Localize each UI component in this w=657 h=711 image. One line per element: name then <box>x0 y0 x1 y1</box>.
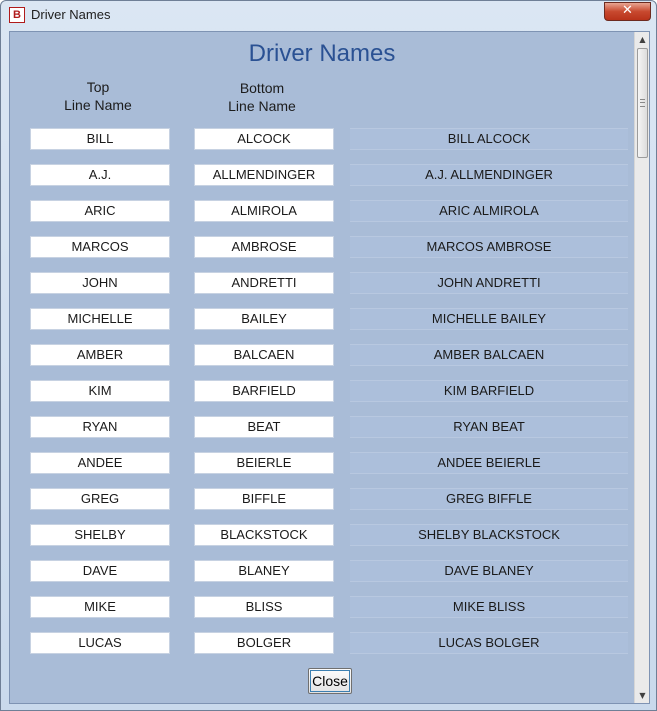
driver-row <box>10 380 634 402</box>
top-line-name-field[interactable]: ANDEE <box>30 452 170 474</box>
top-line-name-field[interactable]: BILL <box>30 128 170 150</box>
full-name-field: MICHELLE BAILEY <box>350 308 628 330</box>
driver-row <box>10 344 634 366</box>
full-name-field: ANDEE BEIERLE <box>350 452 628 474</box>
top-line-name-field[interactable]: RYAN <box>30 416 170 438</box>
bottom-line-name-field[interactable]: ANDRETTI <box>194 272 334 294</box>
header-top-line-2: Line Name <box>64 97 132 113</box>
driver-row <box>10 236 634 258</box>
driver-row <box>10 200 634 222</box>
bottom-line-name-field[interactable]: ALMIROLA <box>194 200 334 222</box>
bottom-line-name-field[interactable]: ALCOCK <box>194 128 334 150</box>
driver-row <box>10 632 634 654</box>
bottom-line-name-field[interactable]: BOLGER <box>194 632 334 654</box>
top-line-name-field[interactable]: MIKE <box>30 596 170 618</box>
top-line-name-field[interactable]: AMBER <box>30 344 170 366</box>
full-name-field: MARCOS AMBROSE <box>350 236 628 258</box>
full-name-field: DAVE BLANEY <box>350 560 628 582</box>
top-line-name-field[interactable]: GREG <box>30 488 170 510</box>
header-bottom-line-2: Line Name <box>228 98 296 114</box>
bottom-line-name-field[interactable]: BIFFLE <box>194 488 334 510</box>
header-top-line-1: Top <box>86 79 110 95</box>
full-name-field: GREG BIFFLE <box>350 488 628 510</box>
full-name-field: LUCAS BOLGER <box>350 632 628 654</box>
vertical-scrollbar[interactable] <box>634 32 649 703</box>
bottom-line-name-field[interactable]: BLACKSTOCK <box>194 524 334 546</box>
full-name-field: AMBER BALCAEN <box>350 344 628 366</box>
full-name-field: SHELBY BLACKSTOCK <box>350 524 628 546</box>
full-name-field: MIKE BLISS <box>350 596 628 618</box>
driver-row <box>10 416 634 438</box>
bottom-line-name-field[interactable]: BEAT <box>194 416 334 438</box>
header-bottom-line-name <box>214 79 310 115</box>
top-line-name-field[interactable]: JOHN <box>30 272 170 294</box>
bottom-line-name-field[interactable]: BLISS <box>194 596 334 618</box>
full-name-field: A.J. ALLMENDINGER <box>350 164 628 186</box>
bottom-line-name-field[interactable]: BARFIELD <box>194 380 334 402</box>
top-line-name-field[interactable]: DAVE <box>30 560 170 582</box>
bottom-line-name-field[interactable]: BALCAEN <box>194 344 334 366</box>
window-title: Driver Names <box>31 7 111 22</box>
scroll-down-arrow-icon[interactable]: ▼ <box>639 691 646 700</box>
driver-row <box>10 488 634 510</box>
header-bottom-line-1: Bottom <box>239 80 285 96</box>
bottom-line-name-field[interactable]: AMBROSE <box>194 236 334 258</box>
title-bar[interactable] <box>1 1 656 29</box>
driver-row <box>10 524 634 546</box>
top-line-name-field[interactable]: ARIC <box>30 200 170 222</box>
bottom-line-name-field[interactable]: BEIERLE <box>194 452 334 474</box>
header-top-line-name <box>50 78 146 114</box>
driver-row <box>10 560 634 582</box>
scroll-grip-icon <box>640 99 645 107</box>
bottom-line-name-field[interactable]: BAILEY <box>194 308 334 330</box>
full-name-field: ARIC ALMIROLA <box>350 200 628 222</box>
driver-row <box>10 272 634 294</box>
top-line-name-field[interactable]: MARCOS <box>30 236 170 258</box>
app-logo-icon[interactable]: B <box>9 7 25 23</box>
form-client-area <box>9 31 650 704</box>
bottom-line-name-field[interactable]: ALLMENDINGER <box>194 164 334 186</box>
top-line-name-field[interactable]: MICHELLE <box>30 308 170 330</box>
scroll-up-arrow-icon[interactable]: ▲ <box>639 35 646 44</box>
driver-row <box>10 164 634 186</box>
full-name-field: RYAN BEAT <box>350 416 628 438</box>
top-line-name-field[interactable]: KIM <box>30 380 170 402</box>
full-name-field: JOHN ANDRETTI <box>350 272 628 294</box>
form-title: Driver Names <box>248 40 396 67</box>
window-close-button[interactable]: ✕ <box>604 2 651 21</box>
driver-row <box>10 452 634 474</box>
driver-row <box>10 308 634 330</box>
driver-row <box>10 128 634 150</box>
full-name-field: BILL ALCOCK <box>350 128 628 150</box>
bottom-line-name-field[interactable]: BLANEY <box>194 560 334 582</box>
full-name-field: KIM BARFIELD <box>350 380 628 402</box>
top-line-name-field[interactable]: A.J. <box>30 164 170 186</box>
close-button[interactable]: Close <box>308 668 352 694</box>
top-line-name-field[interactable]: SHELBY <box>30 524 170 546</box>
scroll-thumb[interactable] <box>637 48 648 158</box>
top-line-name-field[interactable]: LUCAS <box>30 632 170 654</box>
driver-row <box>10 596 634 618</box>
